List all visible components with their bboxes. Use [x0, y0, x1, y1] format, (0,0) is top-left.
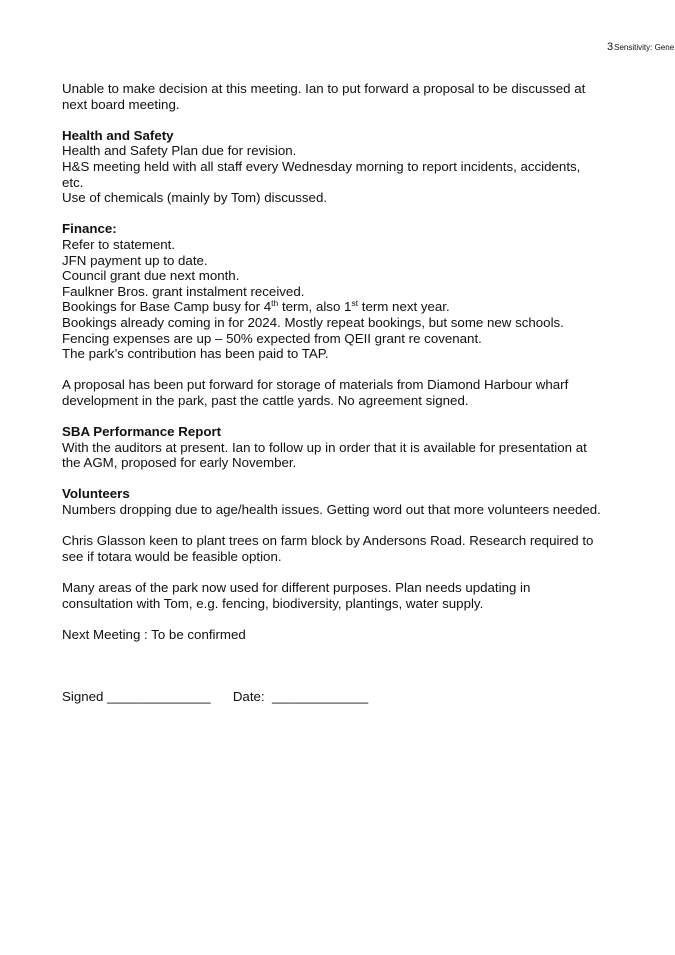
text-line: Refer to statement. [62, 236, 176, 252]
text-line: Chris Glasson keen to plant trees on farm block by Andersons Road. Research required to [62, 533, 594, 549]
health-safety-section [62, 128, 622, 206]
text-line: JFN payment up to date. [62, 252, 208, 268]
text-line: Unable to make decision at this meeting. Ian to put forward a proposal to be discussed at [62, 81, 586, 96]
text-fragment: term next year. [358, 299, 450, 315]
section-heading: Health and Safety [62, 127, 174, 143]
text-line: development in the park, past the cattle yards. No agreement signed. [62, 392, 469, 408]
text-line: Fencing expenses are up – 50% expected from QEII grant re covenant. [62, 330, 482, 346]
text-line: Council grant due next month. [62, 268, 240, 284]
trees-paragraph [62, 533, 622, 564]
signed-label: Signed [62, 689, 104, 705]
text-line: Use of chemicals (mainly by Tom) discussed. [62, 190, 328, 206]
sensitivity-label [607, 42, 674, 53]
date-blank: _____________ [272, 689, 369, 705]
text-line: etc. [62, 174, 84, 190]
date-label: Date: [232, 689, 265, 705]
finance-section [62, 221, 622, 361]
section-heading: SBA Performance Report [62, 424, 222, 440]
superscript: st [351, 298, 359, 309]
text-line: With the auditors at present. Ian to follow up in order that it is available for presentation at [62, 439, 587, 455]
signature-line [62, 689, 622, 705]
sensitivity-text: Sensitivity: Gene [614, 43, 675, 52]
proposal-paragraph [62, 377, 622, 408]
text-line: Faulkner Bros. grant instalment received. [62, 283, 305, 299]
text-line: Many areas of the park now used for different purposes. Plan needs updating in [62, 580, 531, 595]
text-line: consultation with Tom, e.g. fencing, biodiversity, plantings, water supply. [62, 595, 484, 611]
intro-paragraph [62, 81, 622, 112]
section-heading: Volunteers [62, 486, 130, 502]
text-line: Numbers dropping due to age/health issues. Getting word out that more volunteers needed. [62, 502, 601, 518]
document-body [62, 81, 622, 705]
text-fragment: Bookings for Base Camp busy for 4 [62, 299, 272, 315]
next-meeting: Next Meeting : To be confirmed [62, 626, 246, 642]
text-line: A proposal has been put forward for storage of materials from Diamond Harbour wharf [62, 377, 569, 393]
signed-blank: ______________ [107, 689, 211, 705]
volunteers-section [62, 486, 622, 517]
text-line: Bookings already coming in for 2024. Mostly repeat bookings, but some new schools. [62, 314, 564, 330]
text-line: Health and Safety Plan due for revision. [62, 143, 297, 159]
text-line: H&S meeting held with all staff every Wednesday morning to report incidents, accidents, [62, 158, 581, 174]
text-line: the AGM, proposed for early November. [62, 455, 297, 471]
text-fragment: term, also 1 [278, 299, 352, 315]
superscript: th [271, 298, 279, 309]
text-line: see if totara would be feasible option. [62, 548, 282, 564]
section-heading: Finance: [62, 221, 117, 237]
areas-paragraph [62, 580, 622, 611]
text-line: The park’s contribution has been paid to TAP. [62, 346, 329, 362]
sba-section [62, 424, 622, 471]
bookings-line [62, 299, 622, 315]
page-number: 3 [607, 41, 614, 53]
text-line: next board meeting. [62, 96, 180, 112]
